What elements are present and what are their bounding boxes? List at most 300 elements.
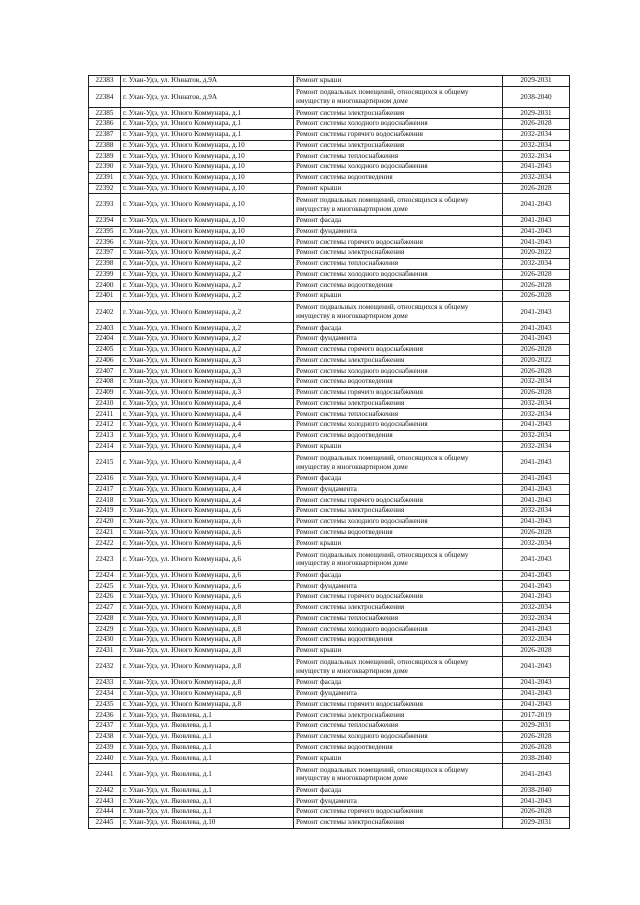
address-cell: г. Улан-Удэ, ул. Юного Коммунара, д.6 — [121, 592, 294, 603]
period-cell: 2032-2034 — [503, 151, 570, 162]
period-cell: 2041-2043 — [503, 699, 570, 710]
period-cell: 2041-2043 — [503, 678, 570, 689]
work-type-cell: Ремонт системы электроснабжения — [294, 506, 503, 517]
period-cell: 2032-2034 — [503, 140, 570, 151]
row-number-cell: 22426 — [89, 592, 121, 603]
table-row — [89, 817, 570, 828]
address-cell: г. Улан-Удэ, ул. Яковлева, д.1 — [121, 807, 294, 818]
period-cell: 2041-2043 — [503, 592, 570, 603]
address-cell: г. Улан-Удэ, ул. Юного Коммунара, д.10 — [121, 215, 294, 226]
period-cell: 2026-2028 — [503, 183, 570, 194]
work-type-cell: Ремонт системы водоотведения — [294, 527, 503, 538]
row-number-cell: 22432 — [89, 656, 121, 678]
period-cell: 2032-2034 — [503, 398, 570, 409]
period-cell: 2032-2034 — [503, 602, 570, 613]
table-row — [89, 323, 570, 334]
work-type-cell: Ремонт системы холодного водоснабжения — [294, 516, 503, 527]
period-cell: 2026-2028 — [503, 269, 570, 280]
address-cell: г. Улан-Удэ, ул. Юного Коммунара, д.6 — [121, 538, 294, 549]
address-cell: г. Улан-Удэ, ул. Яковлева, д.1 — [121, 710, 294, 721]
period-cell: 2026-2028 — [503, 742, 570, 753]
address-cell: г. Улан-Удэ, ул. Юного Коммунара, д.6 — [121, 527, 294, 538]
row-number-cell: 22412 — [89, 420, 121, 431]
table-row — [89, 344, 570, 355]
period-cell: 2026-2028 — [503, 807, 570, 818]
table-row — [89, 688, 570, 699]
period-cell: 2041-2043 — [503, 226, 570, 237]
period-cell: 2032-2034 — [503, 430, 570, 441]
row-number-cell: 22433 — [89, 678, 121, 689]
table-row — [89, 108, 570, 119]
row-number-cell: 22430 — [89, 635, 121, 646]
work-type-cell: Ремонт системы электроснабжения — [294, 398, 503, 409]
work-type-cell: Ремонт системы электроснабжения — [294, 817, 503, 828]
address-cell: г. Улан-Удэ, ул. Юного Коммунара, д.10 — [121, 194, 294, 216]
work-type-cell: Ремонт системы холодного водоснабжения — [294, 624, 503, 635]
work-type-cell: Ремонт системы электроснабжения — [294, 710, 503, 721]
work-schedule-table — [88, 75, 570, 829]
address-cell: г. Улан-Удэ, ул. Юного Коммунара, д.10 — [121, 151, 294, 162]
table-row — [89, 592, 570, 603]
period-cell: 2041-2043 — [503, 452, 570, 474]
address-cell: г. Улан-Удэ, ул. Юного Коммунара, д.2 — [121, 248, 294, 259]
address-cell: г. Улан-Удэ, ул. Яковлева, д.1 — [121, 785, 294, 796]
work-type-cell: Ремонт фундамента — [294, 581, 503, 592]
period-cell: 2032-2034 — [503, 441, 570, 452]
table-row — [89, 570, 570, 581]
period-cell: 2041-2043 — [503, 549, 570, 571]
work-type-cell: Ремонт фасада — [294, 570, 503, 581]
table-row — [89, 796, 570, 807]
period-cell: 2041-2043 — [503, 624, 570, 635]
work-type-cell: Ремонт системы электроснабжения — [294, 140, 503, 151]
address-cell: г. Улан-Удэ, ул. Юного Коммунара, д.1 — [121, 119, 294, 130]
table-row — [89, 613, 570, 624]
work-type-cell: Ремонт крыши — [294, 76, 503, 87]
table-row — [89, 387, 570, 398]
work-type-cell: Ремонт фасада — [294, 473, 503, 484]
address-cell: г. Улан-Удэ, ул. Юннатов, д.9А — [121, 76, 294, 87]
row-number-cell: 22418 — [89, 495, 121, 506]
work-type-cell: Ремонт фундамента — [294, 226, 503, 237]
row-number-cell: 22437 — [89, 721, 121, 732]
work-type-cell: Ремонт крыши — [294, 753, 503, 764]
table-row — [89, 172, 570, 183]
address-cell: г. Улан-Удэ, ул. Юннатов, д.9А — [121, 86, 294, 108]
address-cell: г. Улан-Удэ, ул. Юного Коммунара, д.6 — [121, 516, 294, 527]
period-cell: 2041-2043 — [503, 581, 570, 592]
work-type-cell: Ремонт системы горячего водоснабжения — [294, 344, 503, 355]
table-row — [89, 162, 570, 173]
table-row — [89, 140, 570, 151]
work-type-cell: Ремонт фундамента — [294, 334, 503, 345]
row-number-cell: 22408 — [89, 377, 121, 388]
table-row — [89, 753, 570, 764]
work-type-cell: Ремонт системы электроснабжения — [294, 248, 503, 259]
table-row — [89, 129, 570, 140]
work-type-cell: Ремонт подвальных помещений, относящихся к общему имуществу в многоквартирном доме — [294, 549, 503, 571]
table-row — [89, 473, 570, 484]
address-cell: г. Улан-Удэ, ул. Юного Коммунара, д.10 — [121, 172, 294, 183]
address-cell: г. Улан-Удэ, ул. Юного Коммунара, д.4 — [121, 409, 294, 420]
address-cell: г. Улан-Удэ, ул. Юного Коммунара, д.6 — [121, 581, 294, 592]
period-cell: 2026-2028 — [503, 645, 570, 656]
table-row — [89, 355, 570, 366]
period-cell: 2026-2028 — [503, 366, 570, 377]
table-row — [89, 495, 570, 506]
work-type-cell: Ремонт системы теплоснабжения — [294, 613, 503, 624]
address-cell: г. Улан-Удэ, ул. Яковлева, д.1 — [121, 753, 294, 764]
address-cell: г. Улан-Удэ, ул. Юного Коммунара, д.1 — [121, 129, 294, 140]
row-number-cell: 22387 — [89, 129, 121, 140]
work-type-cell: Ремонт крыши — [294, 538, 503, 549]
table-row — [89, 699, 570, 710]
table-row — [89, 366, 570, 377]
row-number-cell: 22403 — [89, 323, 121, 334]
period-cell: 2032-2034 — [503, 538, 570, 549]
address-cell: г. Улан-Удэ, ул. Яковлева, д.1 — [121, 796, 294, 807]
row-number-cell: 22434 — [89, 688, 121, 699]
work-type-cell: Ремонт системы теплоснабжения — [294, 409, 503, 420]
work-type-cell: Ремонт системы горячего водоснабжения — [294, 237, 503, 248]
row-number-cell: 22417 — [89, 484, 121, 495]
work-type-cell: Ремонт фасада — [294, 785, 503, 796]
work-type-cell: Ремонт системы холодного водоснабжения — [294, 269, 503, 280]
row-number-cell: 22386 — [89, 119, 121, 130]
work-type-cell: Ремонт фасада — [294, 215, 503, 226]
table-row — [89, 377, 570, 388]
period-cell: 2026-2028 — [503, 344, 570, 355]
address-cell: г. Улан-Удэ, ул. Юного Коммунара, д.6 — [121, 549, 294, 571]
period-cell: 2032-2034 — [503, 635, 570, 646]
work-type-cell: Ремонт подвальных помещений, относящихся к общему имуществу в многоквартирном доме — [294, 86, 503, 108]
table-row — [89, 678, 570, 689]
row-number-cell: 22439 — [89, 742, 121, 753]
period-cell: 2026-2028 — [503, 527, 570, 538]
period-cell: 2041-2043 — [503, 764, 570, 786]
period-cell: 2026-2028 — [503, 291, 570, 302]
row-number-cell: 22405 — [89, 344, 121, 355]
address-cell: г. Улан-Удэ, ул. Юного Коммунара, д.3 — [121, 377, 294, 388]
table-row — [89, 785, 570, 796]
table-row — [89, 538, 570, 549]
address-cell: г. Улан-Удэ, ул. Юного Коммунара, д.4 — [121, 398, 294, 409]
table-row — [89, 441, 570, 452]
row-number-cell: 22415 — [89, 452, 121, 474]
period-cell: 2032-2034 — [503, 172, 570, 183]
table-row — [89, 86, 570, 108]
period-cell: 2041-2043 — [503, 301, 570, 323]
row-number-cell: 22384 — [89, 86, 121, 108]
work-type-cell: Ремонт подвальных помещений, относящихся к общему имуществу в многоквартирном доме — [294, 194, 503, 216]
address-cell: г. Улан-Удэ, ул. Юного Коммунара, д.6 — [121, 570, 294, 581]
work-type-cell: Ремонт фасада — [294, 323, 503, 334]
work-type-cell: Ремонт системы теплоснабжения — [294, 151, 503, 162]
table-row — [89, 624, 570, 635]
row-number-cell: 22388 — [89, 140, 121, 151]
row-number-cell: 22389 — [89, 151, 121, 162]
period-cell: 2041-2043 — [503, 162, 570, 173]
row-number-cell: 22421 — [89, 527, 121, 538]
row-number-cell: 22425 — [89, 581, 121, 592]
work-type-cell: Ремонт системы водоотведения — [294, 742, 503, 753]
work-type-cell: Ремонт подвальных помещений, относящихся к общему имуществу в многоквартирном доме — [294, 764, 503, 786]
work-type-cell: Ремонт системы электроснабжения — [294, 355, 503, 366]
address-cell: г. Улан-Удэ, ул. Юного Коммунара, д.3 — [121, 387, 294, 398]
row-number-cell: 22400 — [89, 280, 121, 291]
address-cell: г. Улан-Удэ, ул. Юного Коммунара, д.8 — [121, 656, 294, 678]
row-number-cell: 22396 — [89, 237, 121, 248]
period-cell: 2041-2043 — [503, 334, 570, 345]
table-row — [89, 301, 570, 323]
table-row — [89, 645, 570, 656]
period-cell: 2032-2034 — [503, 409, 570, 420]
work-type-cell: Ремонт крыши — [294, 291, 503, 302]
period-cell: 2041-2043 — [503, 570, 570, 581]
row-number-cell: 22424 — [89, 570, 121, 581]
address-cell: г. Улан-Удэ, ул. Юного Коммунара, д.10 — [121, 162, 294, 173]
work-type-cell: Ремонт крыши — [294, 645, 503, 656]
address-cell: г. Улан-Удэ, ул. Юного Коммунара, д.4 — [121, 473, 294, 484]
period-cell: 2041-2043 — [503, 215, 570, 226]
work-type-cell: Ремонт системы горячего водоснабжения — [294, 495, 503, 506]
row-number-cell: 22383 — [89, 76, 121, 87]
table-row — [89, 581, 570, 592]
address-cell: г. Улан-Удэ, ул. Юного Коммунара, д.8 — [121, 613, 294, 624]
work-type-cell: Ремонт фундамента — [294, 484, 503, 495]
address-cell: г. Улан-Удэ, ул. Юного Коммунара, д.8 — [121, 645, 294, 656]
row-number-cell: 22441 — [89, 764, 121, 786]
work-type-cell: Ремонт системы холодного водоснабжения — [294, 420, 503, 431]
table-row — [89, 280, 570, 291]
period-cell: 2029-2031 — [503, 76, 570, 87]
address-cell: г. Улан-Удэ, ул. Юного Коммунара, д.10 — [121, 237, 294, 248]
period-cell: 2020-2022 — [503, 248, 570, 259]
row-number-cell: 22414 — [89, 441, 121, 452]
work-type-cell: Ремонт системы теплоснабжения — [294, 721, 503, 732]
work-type-cell: Ремонт системы горячего водоснабжения — [294, 699, 503, 710]
table-row — [89, 215, 570, 226]
table-row — [89, 151, 570, 162]
row-number-cell: 22399 — [89, 269, 121, 280]
row-number-cell: 22411 — [89, 409, 121, 420]
period-cell: 2041-2043 — [503, 796, 570, 807]
table-row — [89, 731, 570, 742]
period-cell: 2032-2034 — [503, 613, 570, 624]
row-number-cell: 22423 — [89, 549, 121, 571]
work-type-cell: Ремонт системы холодного водоснабжения — [294, 731, 503, 742]
row-number-cell: 22398 — [89, 258, 121, 269]
period-cell: 2029-2031 — [503, 817, 570, 828]
address-cell: г. Улан-Удэ, ул. Юного Коммунара, д.4 — [121, 495, 294, 506]
row-number-cell: 22440 — [89, 753, 121, 764]
table-row — [89, 76, 570, 87]
table-row — [89, 430, 570, 441]
row-number-cell: 22422 — [89, 538, 121, 549]
work-type-cell: Ремонт системы электроснабжения — [294, 108, 503, 119]
period-cell: 2032-2034 — [503, 258, 570, 269]
address-cell: г. Улан-Удэ, ул. Юного Коммунара, д.2 — [121, 269, 294, 280]
row-number-cell: 22444 — [89, 807, 121, 818]
row-number-cell: 22438 — [89, 731, 121, 742]
table-row — [89, 527, 570, 538]
work-type-cell: Ремонт фундамента — [294, 796, 503, 807]
address-cell: г. Улан-Удэ, ул. Юного Коммунара, д.2 — [121, 323, 294, 334]
work-type-cell: Ремонт системы водоотведения — [294, 430, 503, 441]
period-cell: 2041-2043 — [503, 473, 570, 484]
row-number-cell: 22385 — [89, 108, 121, 119]
row-number-cell: 22436 — [89, 710, 121, 721]
work-type-cell: Ремонт системы водоотведения — [294, 377, 503, 388]
table-row — [89, 194, 570, 216]
period-cell: 2026-2028 — [503, 119, 570, 130]
work-type-cell: Ремонт системы горячего водоснабжения — [294, 129, 503, 140]
table-row — [89, 248, 570, 259]
table-row — [89, 291, 570, 302]
address-cell: г. Улан-Удэ, ул. Юного Коммунара, д.10 — [121, 183, 294, 194]
table-body — [89, 76, 570, 829]
address-cell: г. Улан-Удэ, ул. Юного Коммунара, д.6 — [121, 506, 294, 517]
row-number-cell: 22428 — [89, 613, 121, 624]
row-number-cell: 22410 — [89, 398, 121, 409]
work-type-cell: Ремонт подвальных помещений, относящихся к общему имуществу в многоквартирном доме — [294, 452, 503, 474]
work-type-cell: Ремонт системы горячего водоснабжения — [294, 592, 503, 603]
address-cell: г. Улан-Удэ, ул. Юного Коммунара, д.2 — [121, 334, 294, 345]
address-cell: г. Улан-Удэ, ул. Юного Коммунара, д.10 — [121, 226, 294, 237]
period-cell: 2041-2043 — [503, 194, 570, 216]
address-cell: г. Улан-Удэ, ул. Юного Коммунара, д.10 — [121, 140, 294, 151]
work-type-cell: Ремонт системы холодного водоснабжения — [294, 162, 503, 173]
address-cell: г. Улан-Удэ, ул. Юного Коммунара, д.2 — [121, 301, 294, 323]
row-number-cell: 22390 — [89, 162, 121, 173]
row-number-cell: 22443 — [89, 796, 121, 807]
table-row — [89, 183, 570, 194]
address-cell: г. Улан-Удэ, ул. Юного Коммунара, д.3 — [121, 355, 294, 366]
address-cell: г. Улан-Удэ, ул. Юного Коммунара, д.3 — [121, 366, 294, 377]
row-number-cell: 22404 — [89, 334, 121, 345]
table-row — [89, 269, 570, 280]
work-type-cell: Ремонт системы водоотведения — [294, 172, 503, 183]
table-row — [89, 764, 570, 786]
row-number-cell: 22401 — [89, 291, 121, 302]
table-row — [89, 721, 570, 732]
work-type-cell: Ремонт системы электроснабжения — [294, 602, 503, 613]
table-row — [89, 452, 570, 474]
table-row — [89, 119, 570, 130]
address-cell: г. Улан-Удэ, ул. Юного Коммунара, д.4 — [121, 441, 294, 452]
period-cell: 2038-2040 — [503, 753, 570, 764]
address-cell: г. Улан-Удэ, ул. Юного Коммунара, д.8 — [121, 624, 294, 635]
address-cell: г. Улан-Удэ, ул. Юного Коммунара, д.2 — [121, 344, 294, 355]
work-type-cell: Ремонт фундамента — [294, 688, 503, 699]
row-number-cell: 22402 — [89, 301, 121, 323]
row-number-cell: 22416 — [89, 473, 121, 484]
period-cell: 2041-2043 — [503, 656, 570, 678]
address-cell: г. Улан-Удэ, ул. Юного Коммунара, д.8 — [121, 699, 294, 710]
address-cell: г. Улан-Удэ, ул. Юного Коммунара, д.1 — [121, 108, 294, 119]
period-cell: 2026-2028 — [503, 387, 570, 398]
work-type-cell: Ремонт системы холодного водоснабжения — [294, 366, 503, 377]
table-row — [89, 516, 570, 527]
address-cell: г. Улан-Удэ, ул. Яковлева, д.10 — [121, 817, 294, 828]
period-cell: 2032-2034 — [503, 506, 570, 517]
row-number-cell: 22397 — [89, 248, 121, 259]
work-type-cell: Ремонт системы водоотведения — [294, 635, 503, 646]
row-number-cell: 22409 — [89, 387, 121, 398]
address-cell: г. Улан-Удэ, ул. Яковлева, д.1 — [121, 721, 294, 732]
row-number-cell: 22394 — [89, 215, 121, 226]
work-type-cell: Ремонт системы теплоснабжения — [294, 258, 503, 269]
table-row — [89, 549, 570, 571]
row-number-cell: 22419 — [89, 506, 121, 517]
period-cell: 2041-2043 — [503, 484, 570, 495]
row-number-cell: 22395 — [89, 226, 121, 237]
address-cell: г. Улан-Удэ, ул. Юного Коммунара, д.8 — [121, 678, 294, 689]
row-number-cell: 22413 — [89, 430, 121, 441]
table-row — [89, 710, 570, 721]
period-cell: 2017-2019 — [503, 710, 570, 721]
address-cell: г. Улан-Удэ, ул. Юного Коммунара, д.8 — [121, 602, 294, 613]
period-cell: 2026-2028 — [503, 731, 570, 742]
work-type-cell: Ремонт подвальных помещений, относящихся к общему имуществу в многоквартирном доме — [294, 301, 503, 323]
table-row — [89, 602, 570, 613]
table-row — [89, 258, 570, 269]
work-type-cell: Ремонт фасада — [294, 678, 503, 689]
table-row — [89, 635, 570, 646]
period-cell: 2041-2043 — [503, 495, 570, 506]
table-row — [89, 398, 570, 409]
address-cell: г. Улан-Удэ, ул. Юного Коммунара, д.2 — [121, 258, 294, 269]
period-cell: 2026-2028 — [503, 280, 570, 291]
table-row — [89, 807, 570, 818]
table-row — [89, 237, 570, 248]
address-cell: г. Улан-Удэ, ул. Юного Коммунара, д.8 — [121, 635, 294, 646]
address-cell: г. Улан-Удэ, ул. Яковлева, д.1 — [121, 764, 294, 786]
row-number-cell: 22442 — [89, 785, 121, 796]
table-row — [89, 334, 570, 345]
table-row — [89, 409, 570, 420]
address-cell: г. Улан-Удэ, ул. Яковлева, д.1 — [121, 742, 294, 753]
address-cell: г. Улан-Удэ, ул. Юного Коммунара, д.2 — [121, 291, 294, 302]
row-number-cell: 22429 — [89, 624, 121, 635]
work-type-cell: Ремонт подвальных помещений, относящихся к общему имуществу в многоквартирном доме — [294, 656, 503, 678]
row-number-cell: 22406 — [89, 355, 121, 366]
period-cell: 2020-2022 — [503, 355, 570, 366]
period-cell: 2041-2043 — [503, 688, 570, 699]
address-cell: г. Улан-Удэ, ул. Юного Коммунара, д.4 — [121, 420, 294, 431]
address-cell: г. Улан-Удэ, ул. Юного Коммунара, д.4 — [121, 484, 294, 495]
row-number-cell: 22427 — [89, 602, 121, 613]
row-number-cell: 22393 — [89, 194, 121, 216]
period-cell: 2029-2031 — [503, 108, 570, 119]
address-cell: г. Улан-Удэ, ул. Юного Коммунара, д.8 — [121, 688, 294, 699]
address-cell: г. Улан-Удэ, ул. Юного Коммунара, д.4 — [121, 430, 294, 441]
row-number-cell: 22391 — [89, 172, 121, 183]
period-cell: 2029-2031 — [503, 721, 570, 732]
address-cell: г. Улан-Удэ, ул. Юного Коммунара, д.4 — [121, 452, 294, 474]
period-cell: 2038-2040 — [503, 86, 570, 108]
table-row — [89, 506, 570, 517]
work-type-cell: Ремонт системы водоотведения — [294, 280, 503, 291]
table-row — [89, 484, 570, 495]
work-type-cell: Ремонт системы горячего водоснабжения — [294, 807, 503, 818]
work-type-cell: Ремонт системы горячего водоснабжения — [294, 387, 503, 398]
work-type-cell: Ремонт системы холодного водоснабжения — [294, 119, 503, 130]
period-cell: 2032-2034 — [503, 129, 570, 140]
period-cell: 2041-2043 — [503, 420, 570, 431]
row-number-cell: 22407 — [89, 366, 121, 377]
row-number-cell: 22435 — [89, 699, 121, 710]
